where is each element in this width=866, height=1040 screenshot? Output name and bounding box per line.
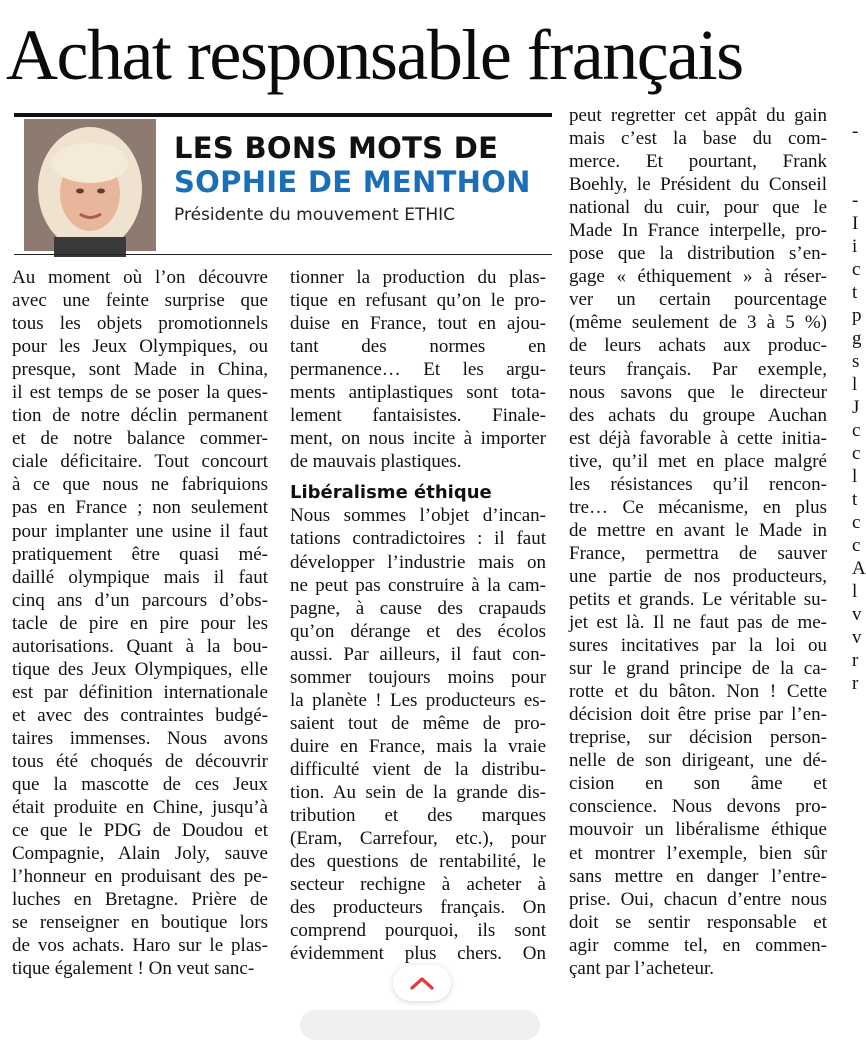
author-name: SOPHIE DE MENTHON <box>174 165 531 199</box>
text-line: avec une feinte surprise que <box>12 290 268 312</box>
text-line: ce que le PDG de Doudou et <box>12 820 268 842</box>
edge-glyph: c <box>852 420 861 441</box>
text-line: tribution et des marques <box>290 805 546 827</box>
text-line: de leurs achats aux produc- <box>569 335 827 357</box>
text-line: daillé olympique mais il faut <box>12 566 268 588</box>
text-line: est déjà favorable à cette initia- <box>569 427 827 449</box>
text-line: les résistances qu’il rencon- <box>569 473 827 495</box>
text-line: difficulté vient de la distribu- <box>290 758 546 780</box>
edge-glyph: r <box>852 673 859 694</box>
text-line: tre… Ce mécanisme, en plus <box>569 496 827 518</box>
text-line: saient tout de même de pro- <box>290 712 546 734</box>
edge-glyph: t <box>852 282 858 303</box>
text-line: des achats du groupe Auchan <box>569 404 827 426</box>
text-line: évidemment plus chers. On <box>290 943 546 965</box>
text-line: sans mettre en danger l’entre- <box>569 865 827 887</box>
edge-glyph <box>852 166 863 189</box>
text-line: de mettre en avant le Made in <box>569 519 827 541</box>
text-line: doit se sentir responsable et <box>569 911 827 933</box>
edge-glyph: J <box>852 397 860 418</box>
text-line: et de notre balance commer- <box>12 428 268 450</box>
text-line: lement fantaisistes. Finale- <box>290 405 546 427</box>
text-line: tion de notre déclin permanent <box>12 405 268 427</box>
text-line: çant par l’acheteur. <box>569 957 715 979</box>
text-line: tant des normes en <box>290 336 546 358</box>
text-line: jet est là. Il ne faut pas de me- <box>569 612 827 634</box>
text-line: duire en France, mais la vraie <box>290 735 546 757</box>
text-line: presque, sont Made in China, <box>12 359 268 381</box>
text-line: la planète ! Les producteurs es- <box>290 689 546 711</box>
text-line: il est temps de se poser la ques- <box>12 382 268 404</box>
text-line: permanence… Et les argu- <box>290 359 546 381</box>
text-line: se renseigner en boutique lors <box>12 912 268 934</box>
text-line: mais c’est la base du com- <box>569 128 827 150</box>
text-line: nelle de son dirigeant, une dé- <box>569 750 827 772</box>
text-line: pratiquement être quasi mé- <box>12 543 268 565</box>
edge-glyph: p <box>852 305 862 326</box>
text-line: tionner la production du plas- <box>290 267 546 288</box>
text-line: tique en refusant qu’on le pro- <box>290 290 546 312</box>
text-line: autorisations. Quant à la bou- <box>12 635 268 657</box>
text-line: gage « éthiquement » à réser- <box>569 266 827 288</box>
text-line: que la mascotte de ces Jeux <box>12 774 268 796</box>
header-rule <box>14 113 552 117</box>
author-role: Présidente du mouvement ETHIC <box>174 205 456 225</box>
text-line: tations contradictoires : il faut <box>290 528 546 550</box>
text-line: cinq ans d’un parcours d’obs- <box>12 589 268 611</box>
text-line: tacle de pire en pire pour les <box>12 612 268 634</box>
text-line: est par définition internationale <box>12 681 268 703</box>
next-column-edge <box>852 120 866 1020</box>
text-line: était produite en Chine, jusqu’à <box>12 797 268 819</box>
text-line: Boehly, le Président du Conseil <box>569 174 827 196</box>
text-line: tion. Au sein de la grande dis- <box>290 781 546 803</box>
text-line: secteur rechigne à acheter à <box>290 874 546 896</box>
text-line: l’honneur en produisant des pe- <box>12 866 268 888</box>
text-line: sur le grand principe de la ca- <box>569 658 827 680</box>
subhead: Libéralisme éthique <box>290 482 492 504</box>
text-line: merce. Et pourtant, Frank <box>569 151 827 173</box>
text-line: tique également ! On veut sanc- <box>12 958 255 980</box>
edge-glyph: v <box>852 627 862 648</box>
text-line: des producteurs français. On <box>290 897 546 919</box>
text-line: teurs français. Par exemple, <box>569 358 827 380</box>
edge-glyph: A <box>852 558 866 579</box>
text-line: pour les Jeux Olympiques, ou <box>12 336 268 358</box>
edge-glyph: - <box>852 121 859 142</box>
text-line: pagne, à cause des crapauds <box>290 597 546 619</box>
edge-glyph: c <box>852 512 861 533</box>
text-line: ciale déficitaire. Tout concourt <box>12 451 268 473</box>
text-line: des questions de rentabilité, le <box>290 851 546 873</box>
edge-glyph: g <box>852 328 862 349</box>
text-line: Nous sommes l’objet d’incan- <box>290 505 546 527</box>
edge-glyph: I <box>852 213 859 234</box>
bottom-toolbar[interactable] <box>300 1010 540 1040</box>
scroll-up-button[interactable] <box>393 965 451 1001</box>
text-line: duise en France, tout en ajou- <box>290 313 546 335</box>
edge-glyph: l <box>852 466 858 487</box>
text-line: Made In France interpelle, pro- <box>569 220 827 242</box>
text-line: à ce que nous ne fabriquions <box>12 474 268 496</box>
text-line: France, permettra de sauver <box>569 542 827 564</box>
text-line: (Eram, Carrefour, etc.), pour <box>290 828 546 850</box>
edge-glyph: s <box>852 351 860 372</box>
headline: Achat responsable français <box>6 15 743 95</box>
text-line: de vos achats. Haro sur le plas- <box>12 935 268 957</box>
edge-glyph: c <box>852 535 861 556</box>
header-bottom-rule <box>14 254 552 255</box>
edge-glyph: v <box>852 604 862 625</box>
text-line: taires immenses. Nous avons <box>12 727 268 749</box>
edge-glyph: r <box>852 650 859 671</box>
text-line: aussi. Par ailleurs, il faut con- <box>290 643 546 665</box>
text-line: rotte et du bâton. Non ! Cette <box>569 681 827 703</box>
chevron-up-icon <box>409 976 435 990</box>
column-1 <box>12 266 268 980</box>
kicker: LES BONS MOTS DE <box>174 131 499 165</box>
text-line: luches en Bretagne. Prière de <box>12 889 268 911</box>
text-line: comprend pourquoi, ils sont <box>290 920 546 942</box>
column-3 <box>569 104 827 980</box>
text-line: ments antiplastiques sont tota- <box>290 382 546 404</box>
text-line: treprise, sur décision person- <box>569 727 827 749</box>
text-line: conscience. Nous devons pro- <box>569 796 827 818</box>
edge-glyph: - <box>852 190 859 211</box>
text-line: tous les objets promotionnels <box>12 313 268 335</box>
text-line: pour implanter une usine il faut <box>12 520 268 542</box>
text-line: pas en France ; non seulement <box>12 497 268 519</box>
text-line: cision en son âme et <box>569 773 827 795</box>
edge-glyph: c <box>852 443 861 464</box>
text-line: décision doit être prise par l’en- <box>569 704 827 726</box>
text-line: tique des Jeux Olympiques, elle <box>12 658 268 680</box>
edge-glyph: l <box>852 374 858 395</box>
text-line: national du cuir, pour que le <box>569 197 827 219</box>
text-line: ne peut pas construire à la cam- <box>290 574 546 596</box>
author-portrait <box>24 119 156 251</box>
text-line: Au moment où l’on découvre <box>12 267 268 288</box>
edge-glyph: c <box>852 259 861 280</box>
text-line: peut regretter cet appât du gain <box>569 105 827 126</box>
text-line: tous été choqués de découvrir <box>12 750 268 772</box>
text-line: de mauvais plastiques. <box>290 451 462 473</box>
edge-glyph: i <box>852 236 858 257</box>
text-line: et montrer l’exemple, bien sûr <box>569 842 827 864</box>
text-line: agir comme tel, en commen- <box>569 934 827 956</box>
text-line: ver un certain pourcentage <box>569 289 827 311</box>
text-line: petits et grands. Le véritable su- <box>569 588 827 610</box>
edge-glyph <box>852 143 863 166</box>
text-line: mouvoir un libéralisme éthique <box>569 819 827 841</box>
text-line: pose que la distribution s’en- <box>569 243 827 265</box>
text-line: prise. Oui, chacun d’entre nous <box>569 888 827 910</box>
edge-glyph: t <box>852 489 858 510</box>
text-line: nous savons que le directeur <box>569 381 827 403</box>
text-line: sommer toujours moins pour <box>290 666 546 688</box>
text-line: et avec des contraintes budgé- <box>12 704 268 726</box>
text-line: Compagnie, Alain Joly, sauve <box>12 843 268 865</box>
text-line: ment, on nous incite à importer <box>290 428 546 450</box>
column-2 <box>290 266 546 965</box>
edge-glyph: l <box>852 581 858 602</box>
text-line: sures incitatives par la loi ou <box>569 635 827 657</box>
text-line: (même seulement de 3 à 5 %) <box>569 312 827 334</box>
text-line: développer l’industrie mais on <box>290 551 546 573</box>
text-line: qu’on dérange et des écolos <box>290 620 546 642</box>
text-line: tive, qu’il met en place malgré <box>569 450 827 472</box>
author-portrait-illustration <box>24 119 156 251</box>
text-line: une partie de nos producteurs, <box>569 565 827 587</box>
